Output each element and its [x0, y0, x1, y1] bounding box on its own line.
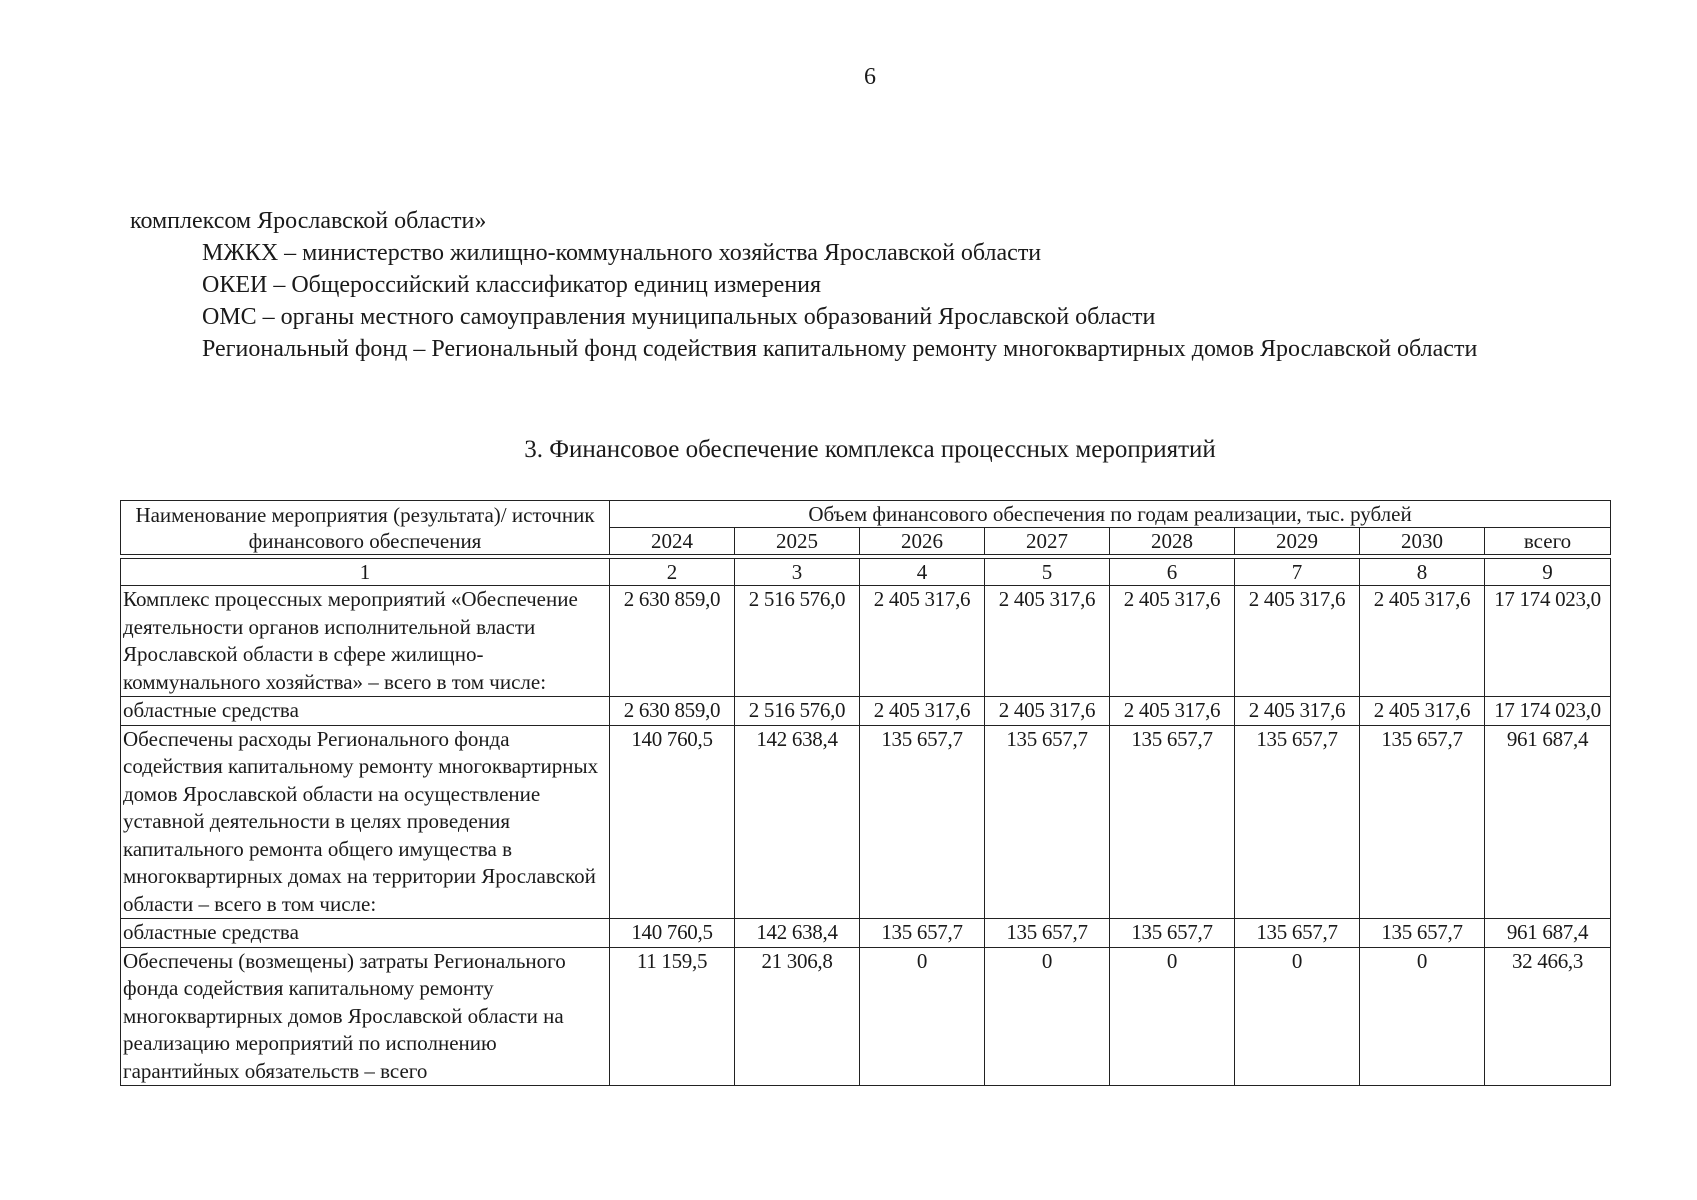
abbreviation-continuation: комплексом Ярославской области»	[130, 208, 487, 234]
row-name-cell: Комплекс процессных мероприятий «Обеспечение деятельности органов исполнительной власти Ярославской области в сфере жилищно-коммунального хозяйства» – всего в том числе:	[121, 586, 610, 697]
value-cell: 135 657,7	[1360, 725, 1485, 919]
row-name-cell: Обеспечены (возмещены) затраты Регионального фонда содействия капитальному ремонту многоквартирных домов Ярославской области на реализацию мероприятий по исполнению гарантийных обязательств – всего	[121, 947, 610, 1086]
value-cell: 135 657,7	[985, 919, 1110, 948]
value-cell: 2 405 317,6	[1235, 697, 1360, 726]
value-cell: 2 405 317,6	[1360, 586, 1485, 697]
abbreviation-mzhkh: МЖКХ – министерство жилищно-коммунального хозяйства Ярославской области	[202, 240, 1042, 266]
table-row	[121, 947, 1611, 1086]
year-total-cell: всего	[1485, 528, 1611, 555]
year-cell: 2024	[610, 528, 735, 555]
table-row	[121, 697, 1611, 726]
column-number-cell: 3	[735, 559, 860, 586]
abbreviation-oms: ОМС – органы местного самоуправления муниципальных образований Ярославской области	[202, 304, 1156, 330]
value-cell: 0	[1110, 947, 1235, 1086]
section-title: 3. Финансовое обеспечение комплекса процессных мероприятий	[524, 436, 1216, 463]
year-cell: 2025	[735, 528, 860, 555]
value-cell: 2 405 317,6	[860, 586, 985, 697]
total-cell: 961 687,4	[1485, 725, 1611, 919]
value-cell: 2 405 317,6	[1110, 697, 1235, 726]
value-cell: 2 516 576,0	[735, 586, 860, 697]
value-cell: 11 159,5	[610, 947, 735, 1086]
column-number-cell: 6	[1110, 559, 1235, 586]
year-cell: 2030	[1360, 528, 1485, 555]
value-cell: 140 760,5	[610, 919, 735, 948]
total-cell: 17 174 023,0	[1485, 586, 1611, 697]
total-cell: 32 466,3	[1485, 947, 1611, 1086]
abbreviation-regional-fund: Региональный фонд – Региональный фонд содействия капитальному ремонту многоквартирных домов Ярославской области	[202, 336, 1478, 362]
value-cell: 2 405 317,6	[860, 697, 985, 726]
column-number-cell: 7	[1235, 559, 1360, 586]
total-cell: 961 687,4	[1485, 919, 1611, 948]
year-cell: 2029	[1235, 528, 1360, 555]
value-cell: 0	[985, 947, 1110, 1086]
value-cell: 135 657,7	[1235, 725, 1360, 919]
column-number-cell: 1	[121, 559, 610, 586]
column-number-cell: 8	[1360, 559, 1485, 586]
header-name-cell: Наименование мероприятия (результата)/ источник финансового обеспечения	[121, 501, 610, 555]
row-name-cell: областные средства	[121, 697, 610, 726]
value-cell: 0	[1360, 947, 1485, 1086]
value-cell: 2 405 317,6	[1235, 586, 1360, 697]
value-cell: 2 516 576,0	[735, 697, 860, 726]
value-cell: 135 657,7	[1360, 919, 1485, 948]
year-cell: 2026	[860, 528, 985, 555]
column-numbers-row	[121, 559, 1611, 586]
page-number: 6	[864, 64, 876, 90]
row-name-cell: областные средства	[121, 919, 610, 948]
header-volume-cell: Объем финансового обеспечения по годам реализации, тыс. рублей	[610, 501, 1611, 528]
value-cell: 135 657,7	[860, 725, 985, 919]
table-header-row	[121, 501, 1611, 528]
value-cell: 2 405 317,6	[1360, 697, 1485, 726]
value-cell: 135 657,7	[860, 919, 985, 948]
column-number-cell: 9	[1485, 559, 1611, 586]
year-cell: 2027	[985, 528, 1110, 555]
column-number-cell: 4	[860, 559, 985, 586]
value-cell: 21 306,8	[735, 947, 860, 1086]
value-cell: 2 405 317,6	[985, 697, 1110, 726]
value-cell: 135 657,7	[1110, 919, 1235, 948]
value-cell: 142 638,4	[735, 725, 860, 919]
value-cell: 2 630 859,0	[610, 586, 735, 697]
table-row	[121, 725, 1611, 919]
value-cell: 140 760,5	[610, 725, 735, 919]
row-name-cell: Обеспечены расходы Регионального фонда содействия капитальному ремонту многоквартирных домов Ярославской области на осуществление уставной деятельности в целях проведения капитального ремонта общего имущества в многоквартирных домах на территории Ярославской области – всего в том числе:	[121, 725, 610, 919]
value-cell: 135 657,7	[1110, 725, 1235, 919]
abbreviations-list	[130, 205, 1610, 365]
value-cell: 2 405 317,6	[985, 586, 1110, 697]
value-cell: 2 405 317,6	[1110, 586, 1235, 697]
value-cell: 142 638,4	[735, 919, 860, 948]
value-cell: 0	[1235, 947, 1360, 1086]
table-row	[121, 586, 1611, 697]
value-cell: 135 657,7	[985, 725, 1110, 919]
column-number-cell: 5	[985, 559, 1110, 586]
total-cell: 17 174 023,0	[1485, 697, 1611, 726]
value-cell: 0	[860, 947, 985, 1086]
financing-table	[120, 500, 1611, 1086]
table-row	[121, 919, 1611, 948]
abbreviation-okei: ОКЕИ – Общероссийский классификатор единиц измерения	[202, 272, 822, 298]
year-cell: 2028	[1110, 528, 1235, 555]
value-cell: 2 630 859,0	[610, 697, 735, 726]
column-number-cell: 2	[610, 559, 735, 586]
value-cell: 135 657,7	[1235, 919, 1360, 948]
